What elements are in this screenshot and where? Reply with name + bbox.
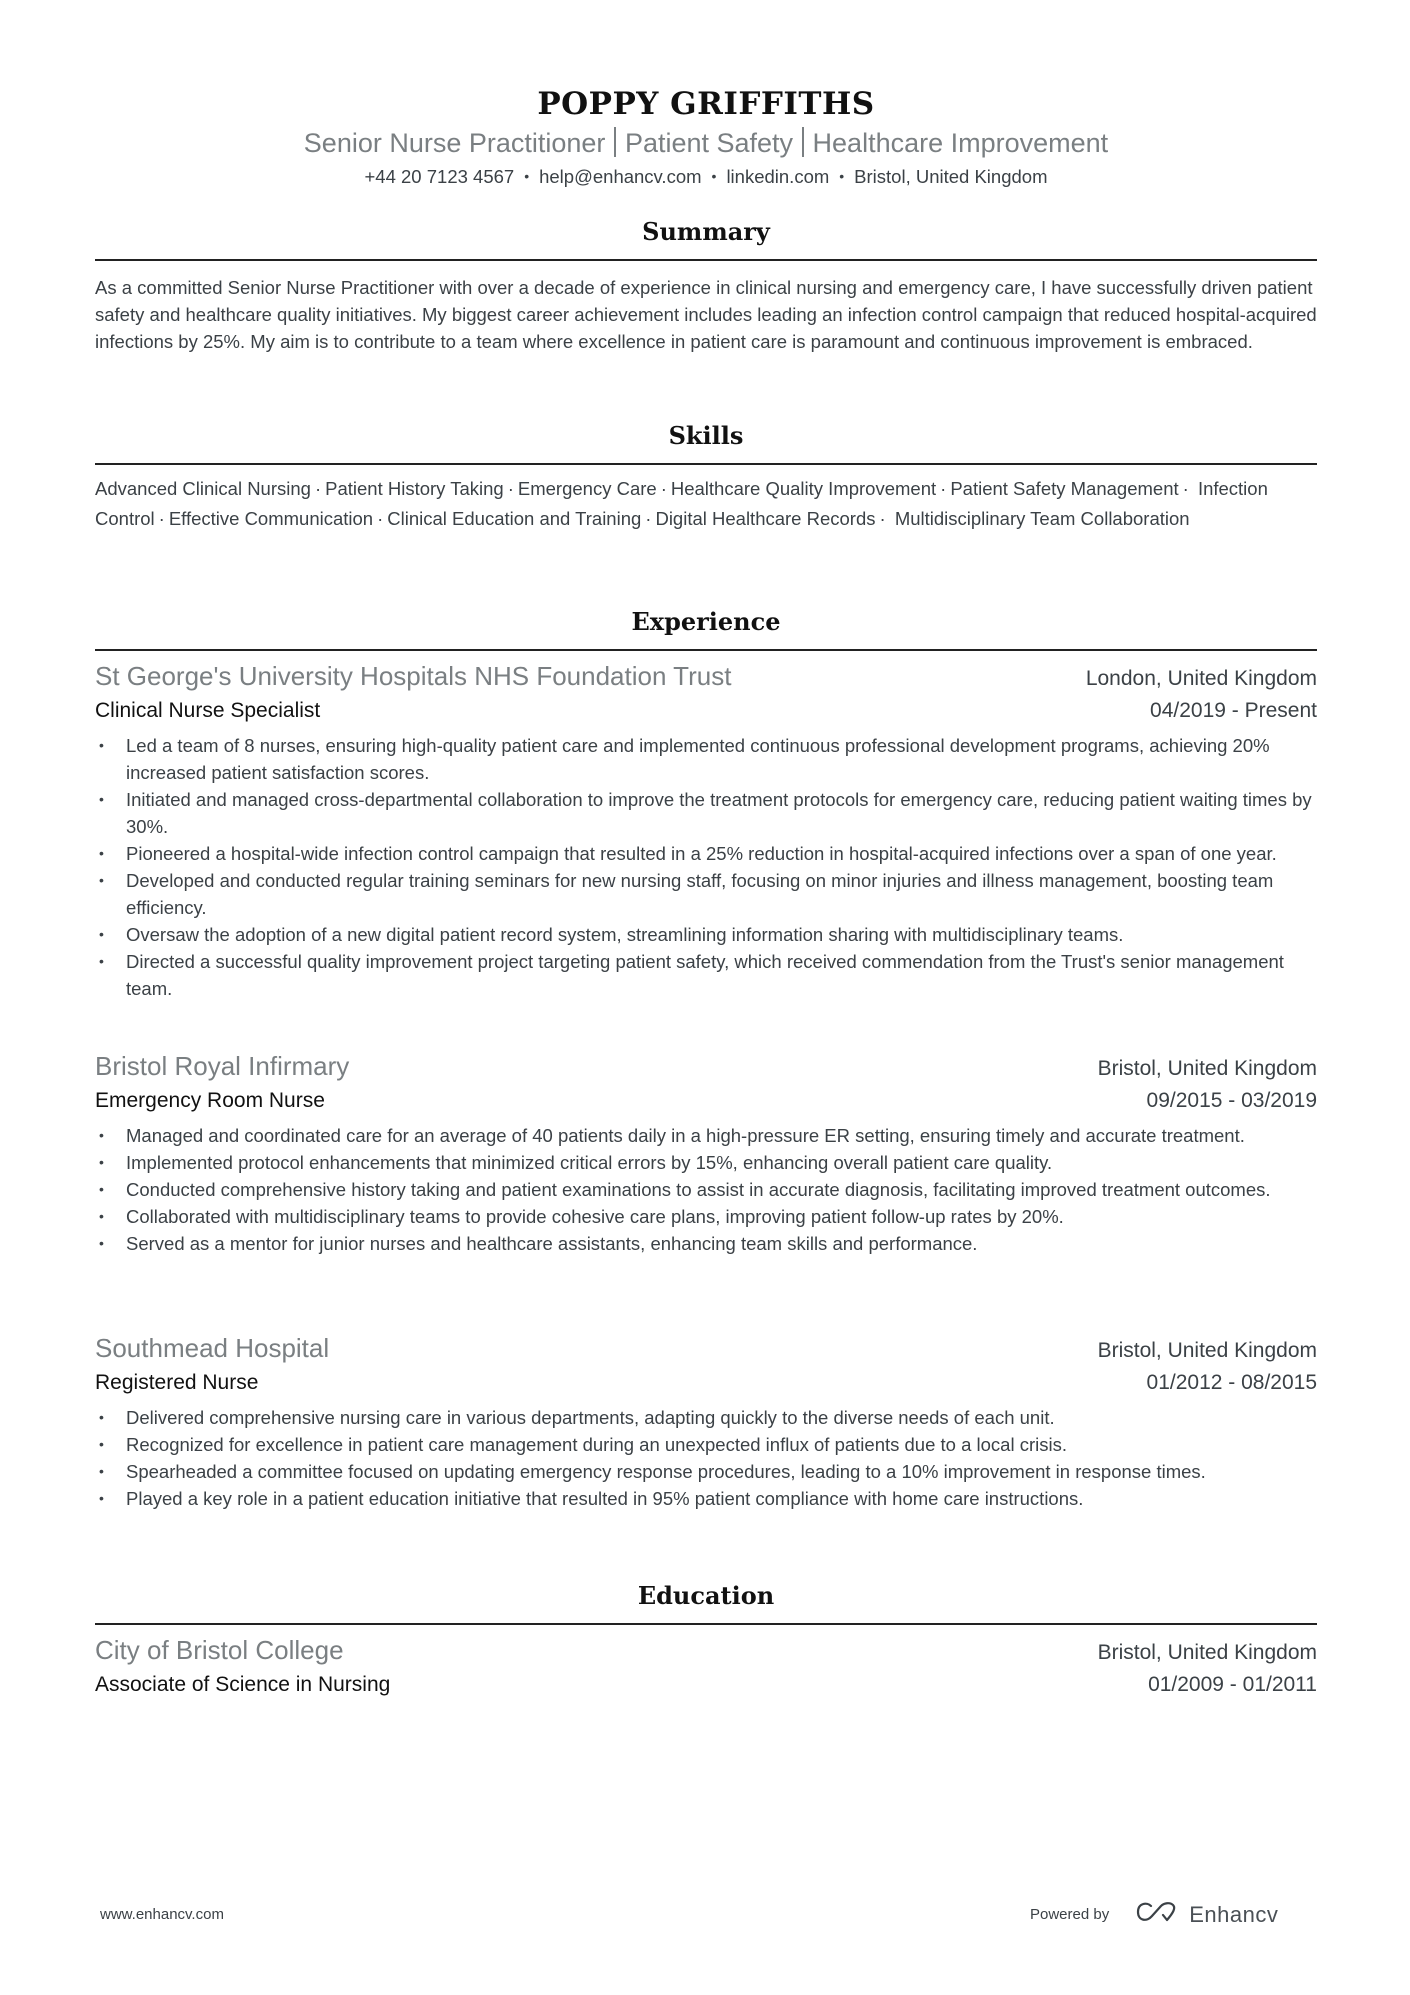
entry-location: Bristol, United Kingdom [1097,1641,1317,1664]
tagline-item: Senior Nurse Practitioner [303,128,606,158]
experience-entry [95,659,1317,1002]
linkedin-link[interactable]: linkedin.com [726,166,830,187]
achievement-item: • Collaborated with multidisciplinary teams to provide cohesive care plans, improving patient follow-up rates by 20%. [99,1206,1064,1227]
tagline-divider [802,127,804,157]
section-title-education: Education [637,1581,775,1610]
section-divider [95,259,1317,261]
location: Bristol, United Kingdom [854,166,1048,187]
entry-dates: 04/2019 - Present [1150,699,1317,722]
footer-website-link[interactable]: www.enhancv.com [100,1906,224,1923]
education-entry [95,1633,1317,1700]
institution-name: City of Bristol College [95,1635,344,1665]
organization-name: Bristol Royal Infirmary [95,1051,350,1081]
summary-text: As a committed Senior Nurse Practitioner with over a decade of experience in clinical nursing and emergency care, I have successfully driven patient safety and healthcare quality initiatives. My biggest career achievement includes leading an infection control campaign that reduced hospital-acquired infections by 25%. My aim is to contribute to a team where excellence in patient care is paramount and continuous improvement is embraced. [95,277,1317,352]
section-divider [95,463,1317,465]
skill-item: Effective Communication [168,508,374,529]
achievement-list [95,1404,1317,1512]
entry-location: Bristol, United Kingdom [1097,1339,1317,1362]
achievement-item: • Pioneered a hospital-wide infection control campaign that resulted in a 25% reduction in hospital-acquired infections over a span of one year. [99,843,1277,864]
entry-dates: 01/2012 - 08/2015 [1146,1371,1317,1394]
entry-dates: 01/2009 - 01/2011 [1148,1673,1317,1696]
achievement-item: • Developed and conducted regular training seminars for new nursing staff, focusing on minor injuries and illness management, boosting team efficiency. [99,870,1274,918]
skill-item: Patient Safety Management [950,478,1179,499]
bullet-separator: • [711,168,717,184]
section-title-skills: Skills [668,421,744,450]
skill-item: Healthcare Quality Improvement [670,478,937,499]
skill-item: Multidisciplinary Team Collaboration [894,508,1190,529]
tagline-item: Patient Safety [624,128,794,158]
achievement-item: • Implemented protocol enhancements that minimized critical errors by 15%, enhancing overall patient care quality. [99,1152,1053,1173]
achievement-item: • Recognized for excellence in patient care management during an unexpected influx of patients due to a local crisis. [99,1434,1067,1455]
powered-by-label: Powered by [1030,1906,1110,1923]
achievement-item: • Delivered comprehensive nursing care in various departments, adapting quickly to the diverse needs of each unit. [99,1407,1055,1428]
achievement-item: • Initiated and managed cross-departmental collaboration to improve the treatment protocols for emergency care, reducing patient waiting times by 30%. [99,789,1312,837]
skill-item: Clinical Education and Training [387,508,642,529]
degree: Associate of Science in Nursing [95,1673,391,1696]
candidate-name: POPPY GRIFFITHS [537,86,875,122]
section-divider [95,1623,1317,1625]
skill-item: Digital Healthcare Records [655,508,876,529]
section-title-summary: Summary [642,217,770,246]
skill-item: Infection Control [95,478,1268,529]
tagline-item: Healthcare Improvement [812,128,1109,158]
job-title: Clinical Nurse Specialist [95,699,321,722]
job-title: Registered Nurse [95,1371,259,1394]
phone: +44 20 7123 4567 [364,166,515,187]
bullet-separator: • [524,168,530,184]
achievement-item: • Led a team of 8 nurses, ensuring high-quality patient care and implemented continuous professional development programs, achieving 20% increased patient satisfaction scores. [99,735,1270,783]
achievement-item: • Managed and coordinated care for an average of 40 patients daily in a high-pressure ER setting, ensuring timely and accurate treatment. [99,1125,1245,1146]
contact-line [95,163,1317,190]
achievement-list [95,732,1317,1002]
experience-entry [95,1049,1317,1257]
enhancv-brand: Enhancv [1189,1901,1279,1927]
organization-name: St George's University Hospitals NHS Foundation Trust [95,661,732,691]
entry-dates: 09/2015 - 03/2019 [1146,1089,1317,1112]
achievement-item: • Spearheaded a committee focused on updating emergency response procedures, leading to a 10% improvement in response times. [99,1461,1206,1482]
achievement-item: • Served as a mentor for junior nurses and healthcare assistants, enhancing team skills and performance. [99,1233,978,1254]
achievement-item: • Played a key role in a patient education initiative that resulted in 95% patient compliance with home care instructions. [99,1488,1084,1509]
organization-name: Southmead Hospital [95,1333,330,1363]
tagline [95,125,1317,161]
skill-item: Emergency Care [517,478,657,499]
email-link[interactable]: help@enhancv.com [539,166,702,187]
entry-location: Bristol, United Kingdom [1097,1057,1317,1080]
section-title-experience: Experience [631,607,781,636]
powered-by-badge[interactable] [1030,1900,1278,1929]
achievement-list [95,1122,1317,1257]
achievement-item: • Oversaw the adoption of a new digital patient record system, streamlining information sharing with multidisciplinary teams. [99,924,1124,945]
bullet-separator: • [839,168,845,184]
job-title: Emergency Room Nurse [95,1089,325,1112]
skill-item: Advanced Clinical Nursing [95,478,311,499]
achievement-item: • Conducted comprehensive history taking and patient examinations to assist in accurate diagnosis, facilitating improved treatment outcomes. [99,1179,1271,1200]
skill-item: Patient History Taking [325,478,504,499]
achievement-item: • Directed a successful quality improvement project targeting patient safety, which received commendation from the Trust's senior management team. [99,951,1284,999]
enhancv-logo-icon [1135,1900,1181,1929]
skills-list: Advanced Clinical Nursing · Patient History Taking · Emergency Care · Healthcare Quality Improvement · Patient Safety Management · Infection Control · Effective Communication · Clinical Education and Training · Digital Healthcare Records · Multidisciplinary Team Collaboration [95,478,1268,529]
experience-entry [95,1331,1317,1512]
entry-location: London, United Kingdom [1085,667,1317,690]
tagline-divider [614,127,616,157]
resume-header [95,84,1317,190]
section-divider [95,649,1317,651]
